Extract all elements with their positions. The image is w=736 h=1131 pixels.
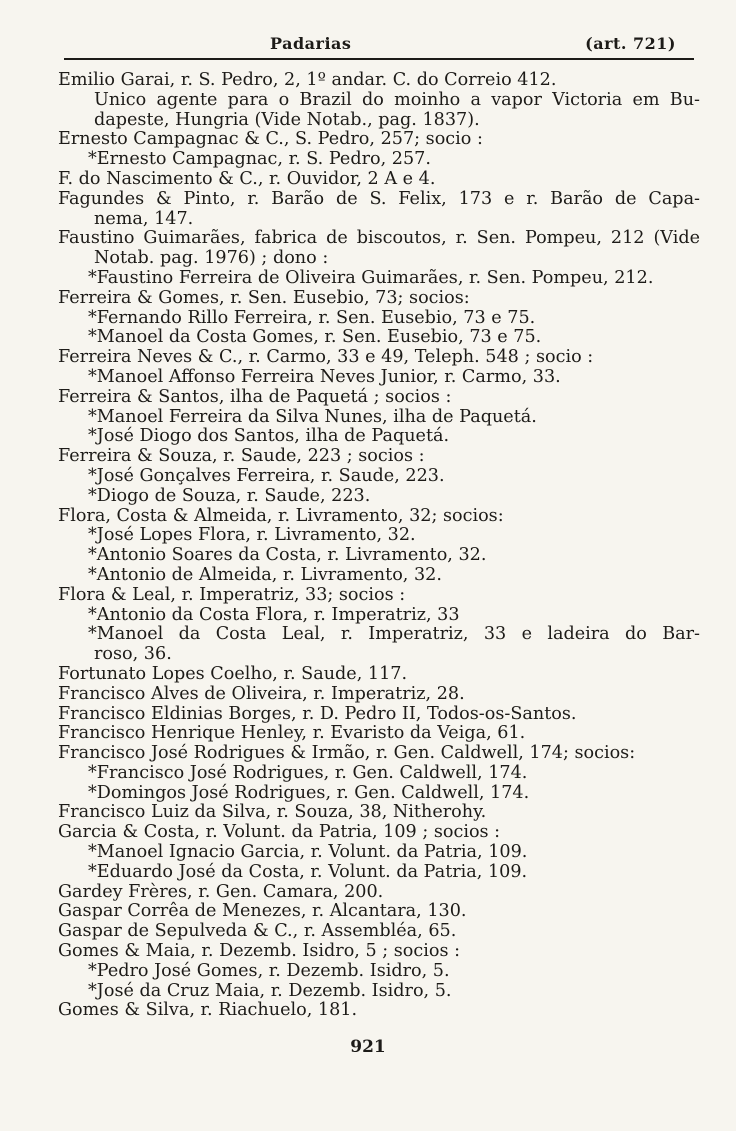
section-title: Padarias bbox=[270, 34, 352, 53]
directory-entry-line: Ferreira & Gomes, r. Sen. Eusebio, 73; socios: bbox=[58, 287, 470, 308]
directory-entry-line: Emilio Garai, r. S. Pedro, 2, 1º andar. C. do Correio 412. bbox=[58, 70, 557, 90]
partner-line: *Diogo de Souza, r. Saude, 223. bbox=[88, 485, 371, 506]
partner-line: *Manoel Ignacio Garcia, r. Volunt. da Patria, 109. bbox=[88, 842, 528, 863]
directory-entry-line: Gardey Frères, r. Gen. Camara, 200. bbox=[58, 881, 384, 902]
directory-entry-line: Ferreira & Santos, ilha de Paquetá ; socios : bbox=[58, 386, 452, 407]
partner-line: *Manoel da Costa Leal, r. Imperatriz, 33 e ladeira do Bar- bbox=[88, 624, 700, 645]
directory-entry-line: Gaspar de Sepulveda & C., r. Assembléa, 65. bbox=[58, 921, 457, 942]
directory-entry-line: Francisco Eldinias Borges, r. D. Pedro II, Todos-os-Santos. bbox=[58, 703, 577, 724]
partner-line: *José Diogo dos Santos, ilha de Paquetá. bbox=[88, 426, 450, 447]
continuation-line: Notab. pag. 1976) ; dono : bbox=[94, 248, 329, 269]
article-reference: (art. 721) bbox=[585, 34, 676, 53]
partner-line: *Antonio da Costa Flora, r. Imperatriz, 33 bbox=[88, 604, 460, 625]
directory-entry-line: Francisco Luiz da Silva, r. Souza, 38, Nitherohy. bbox=[58, 802, 487, 823]
partner-line: *Manoel Ferreira da Silva Nunes, ilha de Paquetá. bbox=[88, 406, 537, 427]
partner-line: *José Lopes Flora, r. Livramento, 32. bbox=[88, 525, 416, 546]
header-rule bbox=[64, 58, 694, 60]
partner-line: *Domingos José Rodrigues, r. Gen. Caldwell, 174. bbox=[88, 782, 530, 803]
continuation-line: roso, 36. bbox=[94, 644, 172, 665]
partner-line: *Ernesto Campagnac, r. S. Pedro, 257. bbox=[88, 149, 431, 170]
directory-entry-line: Faustino Guimarães, fabrica de biscoutos, r. Sen. Pompeu, 212 (Vide bbox=[58, 228, 700, 249]
directory-entry-line: Fagundes & Pinto, r. Barão de S. Felix, 173 e r. Barão de Capa- bbox=[58, 188, 700, 209]
directory-entry-line: Gomes & Maia, r. Dezemb. Isidro, 5 ; socios : bbox=[58, 941, 461, 962]
directory-entry-line: Francisco Alves de Oliveira, r. Imperatriz, 28. bbox=[58, 683, 465, 704]
partner-line: *Eduardo José da Costa, r. Volunt. da Patria, 109. bbox=[88, 861, 528, 882]
partner-line: *Faustino Ferreira de Oliveira Guimarães, r. Sen. Pompeu, 212. bbox=[88, 267, 654, 288]
partner-line: *Manoel Affonso Ferreira Neves Junior, r. Carmo, 33. bbox=[88, 366, 561, 387]
partner-line: *Manoel da Costa Gomes, r. Sen. Eusebio, 73 e 75. bbox=[88, 327, 542, 348]
partner-line: *Pedro José Gomes, r. Dezemb. Isidro, 5. bbox=[88, 960, 450, 981]
directory-entries bbox=[58, 71, 700, 1021]
directory-entry-line: Ferreira Neves & C., r. Carmo, 33 e 49, Teleph. 548 ; socio : bbox=[58, 347, 594, 368]
directory-entry-line: Fortunato Lopes Coelho, r. Saude, 117. bbox=[58, 663, 408, 684]
directory-entry-line: Flora, Costa & Almeida, r. Livramento, 32; socios: bbox=[58, 505, 504, 526]
directory-entry-line: Ferreira & Souza, r. Saude, 223 ; socios : bbox=[58, 446, 425, 467]
partner-line: *Fernando Rillo Ferreira, r. Sen. Eusebio, 73 e 75. bbox=[88, 307, 536, 328]
partner-line: *Francisco José Rodrigues, r. Gen. Caldwell, 174. bbox=[88, 762, 528, 783]
directory-entry-line: Francisco José Rodrigues & Irmão, r. Gen. Caldwell, 174; socios: bbox=[58, 743, 636, 764]
directory-entry-line: Francisco Henrique Henley, r. Evaristo da Veiga, 61. bbox=[58, 723, 526, 744]
partner-line: *Antonio de Almeida, r. Livramento, 32. bbox=[88, 564, 442, 585]
continuation-line: nema, 147. bbox=[94, 208, 194, 229]
directory-entry-line: Garcia & Costa, r. Volunt. da Patria, 109 ; socios : bbox=[58, 822, 501, 843]
partner-line: *José da Cruz Maia, r. Dezemb. Isidro, 5. bbox=[88, 980, 452, 1001]
page-number: 921 bbox=[350, 1037, 386, 1057]
continuation-line: Unico agente para o Brazil do moinho a vapor Victoria em Bu- bbox=[94, 89, 700, 110]
directory-entry-line: Gomes & Silva, r. Riachuelo, 181. bbox=[58, 1000, 358, 1021]
partner-line: *Antonio Soares da Costa, r. Livramento, 32. bbox=[88, 545, 487, 566]
directory-entry-line: Gaspar Corrêa de Menezes, r. Alcantara, 130. bbox=[58, 901, 467, 922]
directory-entry-line: Flora & Leal, r. Imperatriz, 33; socios : bbox=[58, 584, 406, 605]
directory-entry-line: Ernesto Campagnac & C., S. Pedro, 257; socio : bbox=[58, 129, 483, 150]
directory-entry-line: F. do Nascimento & C., r. Ouvidor, 2 A e 4. bbox=[58, 168, 436, 189]
page-header bbox=[64, 34, 694, 58]
partner-line: *José Gonçalves Ferreira, r. Saude, 223. bbox=[88, 465, 445, 486]
continuation-line: dapeste, Hungria (Vide Notab., pag. 1837). bbox=[94, 109, 480, 130]
